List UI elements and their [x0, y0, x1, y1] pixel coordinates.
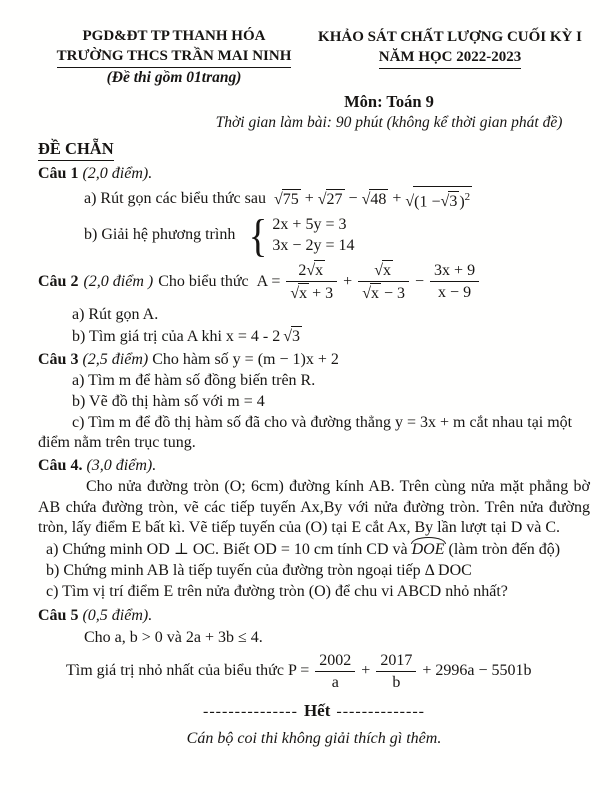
radicand: 27 [326, 190, 343, 208]
radicand: 3 [292, 328, 301, 346]
question-1a [84, 186, 590, 212]
sqrt-expression [306, 260, 325, 280]
question-3-header [38, 350, 590, 370]
question-5-points: (0,5 điểm). [82, 606, 153, 624]
sqrt-expression [283, 326, 302, 347]
angle-notation: DOE [411, 540, 445, 558]
radical-sign: √ [283, 328, 293, 346]
question-2b-text: b) Tìm giá trị của A khi x = 4 - 2 [72, 327, 281, 345]
end-marker [38, 701, 590, 722]
radical-sign: √ [405, 193, 415, 211]
question-3-intro: Cho hàm số y = (m − 1)x + 2 [152, 351, 339, 369]
radicand: 3 [449, 193, 458, 211]
school-year: NĂM HỌC 2022-2023 [379, 47, 522, 69]
question-4a [46, 540, 590, 560]
exam-title-line1: KHẢO SÁT CHẤT LƯỢNG CUỐI KỲ I [318, 29, 582, 45]
fraction-2-denominator: b [392, 673, 401, 691]
fraction-1 [315, 651, 355, 692]
question-2-expression [257, 260, 481, 303]
question-2-points: (2,0 điểm ) [83, 272, 154, 290]
question-2a: a) Rút gọn A. [72, 306, 159, 324]
radicand [413, 186, 472, 212]
operator: + [361, 662, 371, 680]
question-1b-text: b) Giải hệ phương trình [84, 226, 236, 244]
fraction-3-numerator: 3x + 9 [430, 261, 479, 282]
operator: − [415, 272, 425, 290]
question-4a-text: a) Chứng minh OD ⊥ OC. Biết OD = 10 cm tính CD và [46, 540, 408, 558]
radicand: x [370, 285, 379, 303]
sqrt-expression [441, 191, 460, 212]
radical-sign: √ [317, 190, 327, 208]
fraction-3-denominator: x − 9 [438, 284, 472, 302]
subject-block [38, 92, 590, 132]
fraction-2-numerator: 2017 [376, 651, 416, 672]
question-3-points: (2,5 điểm) [82, 351, 149, 369]
operator: − [348, 190, 358, 208]
inner-open: (1 − [414, 193, 441, 211]
sqrt-expression [374, 260, 393, 280]
fraction-1-numerator: 2002 [315, 651, 355, 672]
fraction-2-denominator [358, 282, 409, 303]
radicand: 48 [370, 190, 387, 208]
question-3-label: Câu 3 [38, 351, 79, 369]
fraction-3 [430, 261, 479, 302]
question-1-label: Câu 1 [38, 165, 79, 182]
question-2b [72, 326, 590, 347]
fraction-1-numerator [286, 260, 337, 282]
expression-tail: + 2996a − 5501b [422, 662, 532, 680]
operator: + [343, 272, 353, 290]
sqrt-expression [362, 189, 389, 210]
question-2-intro: Cho biểu thức [158, 272, 249, 290]
radical-sign: √ [374, 262, 383, 280]
school-name: TRƯỜNG THCS TRẦN MAI NINH [57, 46, 292, 68]
question-3c: c) Tìm m để đồ thị hàm số đã cho và đường thẳng y = 3x + m cắt nhau tại một điểm nằm trên trục tung. [38, 414, 573, 452]
question-4c: c) Tìm vị trí điểm E trên nửa đường tròn (O) để chu vi ABCD nhỏ nhất? [46, 582, 508, 600]
question-5-header [38, 606, 590, 626]
system-brace: { [248, 209, 268, 261]
question-4-header [38, 456, 590, 476]
fraction-1 [286, 260, 337, 303]
radical-sign: √ [306, 262, 316, 280]
question-3b: b) Vẽ đồ thị hàm số với m = 4 [72, 393, 265, 411]
question-1a-expression [274, 186, 472, 212]
page-count-note: (Đề thi gồm 01trang) [106, 69, 242, 86]
question-4-body: Cho nửa đường tròn (O; 6cm) đường kính AB. Trên cùng nửa mặt phẳng bờ AB chứa đường tròn, vẽ các tiếp tuyến Ax,By với nửa đường tròn. Trên nửa đường tròn, lấy điểm E bất kì. Vẽ tiếp tuyến của (O) tại E cắt Ax, By lần lượt tại D và C. [38, 478, 590, 537]
question-3a: a) Tìm m để hàm số đồng biến trên R. [72, 372, 316, 390]
question-2-header [38, 260, 590, 303]
dashes-left: --------------- [203, 702, 298, 720]
sqrt-expression [362, 283, 381, 303]
radicand: x [383, 262, 391, 280]
inner-close: ) [459, 193, 465, 211]
question-5-label: Câu 5 [38, 606, 79, 624]
variant-text: ĐỀ CHẴN [38, 139, 114, 161]
radical-sign: √ [290, 285, 300, 303]
question-4-label: Câu 4. [38, 457, 83, 475]
operator: + [304, 190, 314, 208]
sqrt-expression [290, 283, 309, 303]
question-1-points: (2,0 điểm). [82, 165, 153, 182]
sqrt-expression [318, 189, 345, 210]
coefficient: 2 [298, 262, 307, 280]
question-1a-text: a) Rút gọn các biểu thức sau [84, 190, 266, 208]
equation-system [247, 209, 355, 261]
issuer-block [38, 26, 310, 88]
subject-line: Môn: Toán 9 [344, 92, 434, 111]
variant-label [38, 139, 590, 161]
den-tail: + 3 [312, 285, 334, 303]
fraction-1-denominator: a [331, 673, 339, 691]
operator: + [392, 190, 402, 208]
fraction-2 [376, 651, 416, 692]
end-label: Hết [303, 700, 331, 720]
exam-title-block [310, 26, 590, 88]
radical-sign: √ [440, 193, 450, 211]
question-5-given: Cho a, b > 0 và 2a + 3b ≤ 4. [84, 628, 263, 646]
system-equations [272, 214, 354, 256]
exponent: 2 [464, 191, 471, 203]
radical-sign: √ [273, 190, 283, 208]
radicand: x [315, 262, 324, 280]
question-5-find-text: Tìm giá trị nhỏ nhất của biểu thức P = [66, 662, 310, 680]
radical-sign: √ [362, 285, 371, 303]
equation-1: 2x + 5y = 3 [272, 216, 347, 234]
radicand: 75 [282, 190, 299, 208]
radical-sign: √ [361, 190, 371, 208]
issuer-line1: PGD&ĐT TP THANH HÓA [82, 28, 266, 44]
issuer-line2 [38, 46, 310, 68]
sqrt-expression [405, 186, 472, 212]
equation-2: 3x − 2y = 14 [272, 237, 355, 255]
fraction-2 [358, 260, 409, 303]
dashes-right: -------------- [336, 702, 425, 720]
question-2-label: Câu 2 [38, 272, 79, 290]
radicand: x [299, 285, 308, 303]
question-1-header [38, 164, 590, 184]
question-5-find [66, 651, 590, 692]
fraction-1-denominator [286, 282, 337, 303]
exam-title-line2 [310, 47, 590, 69]
sqrt-expression [274, 189, 301, 210]
den-tail: − 3 [383, 285, 406, 303]
fraction-2-numerator [358, 260, 409, 282]
duration-line: Thời gian làm bài: 90 phút (không kể thời gian phát đề) [215, 114, 563, 131]
page-header [38, 26, 590, 88]
question-1b [84, 209, 590, 261]
proctor-note: Cán bộ coi thi không giải thích gì thêm. [186, 729, 442, 747]
expression-lhs: A = [256, 272, 281, 290]
question-4-points: (3,0 điểm). [86, 457, 157, 475]
question-4b: b) Chứng minh AB là tiếp tuyến của đường tròn ngoại tiếp Δ DOC [46, 561, 472, 579]
question-4a-tail: (làm tròn đến độ) [448, 540, 561, 558]
